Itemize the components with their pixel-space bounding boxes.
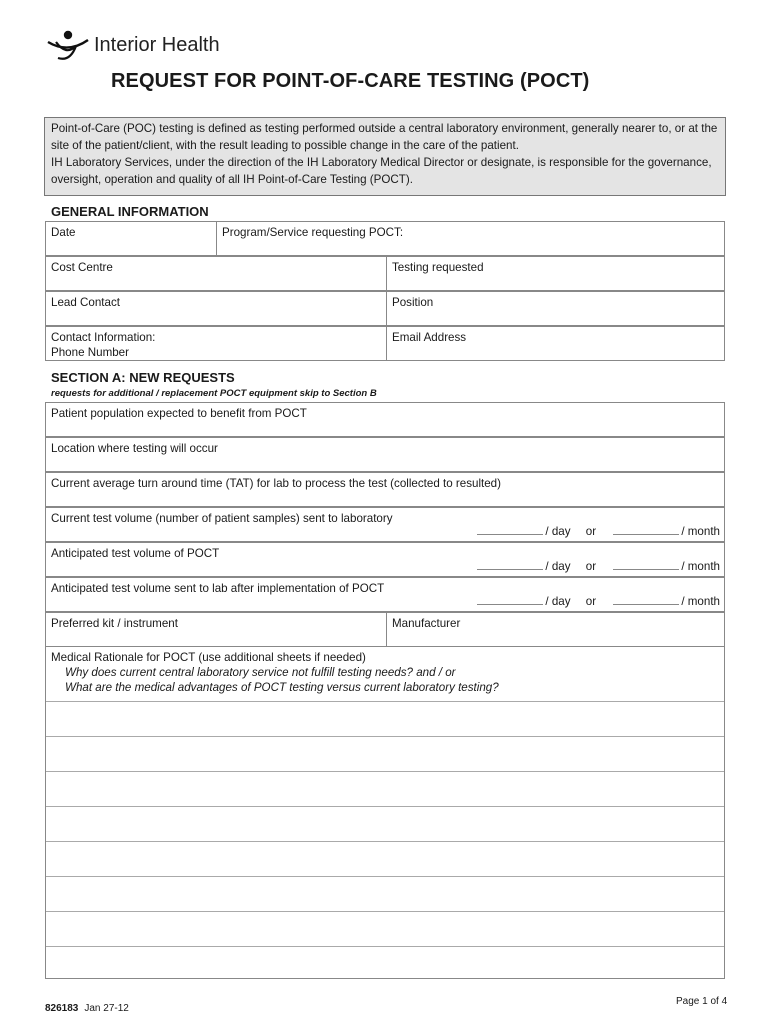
tat-label: Current average turn around time (TAT) for lab to process the test (collected to resulted) — [51, 477, 501, 490]
rationale-line — [46, 771, 724, 772]
email-field[interactable] — [386, 327, 724, 360]
per-month-label: / month — [681, 560, 720, 573]
form-number: 826183 — [45, 1003, 79, 1014]
page-number: Page 1 of 4 — [676, 996, 728, 1007]
preferred-kit-field[interactable] — [46, 613, 386, 646]
section-a-subheading: requests for additional / replacement POCT equipment skip to Section B — [51, 388, 377, 399]
rationale-line — [46, 806, 724, 807]
cost-centre-field[interactable] — [46, 257, 386, 290]
volume-after-inputs — [477, 594, 720, 608]
general-row-contact — [45, 326, 725, 361]
rationale-label: Medical Rationale for POCT (use additional sheets if needed) — [51, 651, 366, 664]
position-label: Position — [392, 296, 434, 309]
anticipated-volume-day-input[interactable] — [477, 559, 543, 570]
per-day-label: / day — [545, 525, 571, 538]
anticipated-volume-month-input[interactable] — [613, 559, 679, 570]
interior-health-logo — [46, 28, 246, 64]
rationale-line — [46, 876, 724, 877]
patient-population-field[interactable] — [45, 402, 725, 437]
rationale-question-1: Why does current central laboratory service not fulfill testing needs? and / or — [65, 666, 456, 679]
contact-info-field[interactable] — [46, 327, 386, 360]
lead-contact-label: Lead Contact — [51, 296, 120, 309]
cost-centre-label: Cost Centre — [51, 261, 113, 274]
intro-paragraph-2: IH Laboratory Services, under the direction of the IH Laboratory Medical Director or designate, is responsible for the governance, oversight, operation and quality of all IH Point-of-Care Testing (POCT). — [51, 156, 712, 186]
current-volume-label: Current test volume (number of patient samples) sent to laboratory — [51, 512, 393, 525]
intro-box — [44, 117, 726, 196]
rationale-field[interactable] — [45, 646, 725, 979]
volume-after-label: Anticipated test volume sent to lab after implementation of POCT — [51, 582, 385, 595]
location-label: Location where testing will occur — [51, 442, 218, 455]
rationale-label-group — [51, 650, 499, 695]
rationale-line — [46, 946, 724, 947]
position-field[interactable] — [386, 292, 724, 325]
current-volume-month-input[interactable] — [613, 524, 679, 535]
volume-after-day-input[interactable] — [477, 594, 543, 605]
patient-population-label: Patient population expected to benefit from POCT — [51, 407, 307, 420]
phone-number-label: Phone Number — [51, 346, 129, 359]
rationale-line — [46, 701, 724, 702]
manufacturer-label: Manufacturer — [392, 617, 461, 630]
email-label: Email Address — [392, 331, 467, 344]
intro-paragraph-1: Point-of-Care (POC) testing is defined as testing performed outside a central laboratory environment, generally nearer to, or at the site of the patient/client, with the result leading to possible change in the care of the patient. — [51, 122, 718, 152]
volume-after-row — [45, 577, 725, 612]
current-volume-inputs — [477, 524, 720, 538]
volume-after-month-input[interactable] — [613, 594, 679, 605]
rationale-line — [46, 911, 724, 912]
program-label: Program/Service requesting POCT: — [222, 226, 404, 239]
per-day-label: / day — [545, 560, 571, 573]
date-field[interactable] — [46, 222, 216, 255]
form-footer — [45, 1003, 129, 1014]
kit-row — [45, 612, 725, 647]
form-date: Jan 27-12 — [84, 1003, 129, 1014]
location-field[interactable] — [45, 437, 725, 472]
lead-contact-field[interactable] — [46, 292, 386, 325]
testing-requested-field[interactable] — [386, 257, 724, 290]
rationale-line — [46, 736, 724, 737]
or-label: or — [585, 560, 597, 573]
section-a-heading: SECTION A: NEW REQUESTS — [51, 370, 235, 385]
anticipated-volume-label: Anticipated test volume of POCT — [51, 547, 220, 560]
contact-info-label: Contact Information: — [51, 331, 156, 344]
rationale-line — [46, 841, 724, 842]
anticipated-volume-row — [45, 542, 725, 577]
page-title: REQUEST FOR POINT-OF-CARE TESTING (POCT) — [111, 70, 590, 92]
per-month-label: / month — [681, 525, 720, 538]
general-row-date — [45, 221, 725, 256]
per-month-label: / month — [681, 595, 720, 608]
current-volume-day-input[interactable] — [477, 524, 543, 535]
current-volume-row — [45, 507, 725, 542]
per-day-label: / day — [545, 595, 571, 608]
or-label: or — [585, 525, 597, 538]
rationale-question-2: What are the medical advantages of POCT testing versus current laboratory testing? — [65, 681, 499, 694]
testing-requested-label: Testing requested — [392, 261, 484, 274]
date-label: Date — [51, 226, 76, 239]
or-label: or — [585, 595, 597, 608]
interior-health-logo-icon — [46, 28, 90, 64]
preferred-kit-label: Preferred kit / instrument — [51, 617, 178, 630]
program-field[interactable] — [216, 222, 724, 255]
tat-field[interactable] — [45, 472, 725, 507]
anticipated-volume-inputs — [477, 559, 720, 573]
general-row-lead — [45, 291, 725, 326]
org-name: Interior Health — [94, 34, 220, 56]
general-row-cost — [45, 256, 725, 291]
general-information-heading: GENERAL INFORMATION — [51, 204, 209, 219]
manufacturer-field[interactable] — [386, 613, 724, 646]
